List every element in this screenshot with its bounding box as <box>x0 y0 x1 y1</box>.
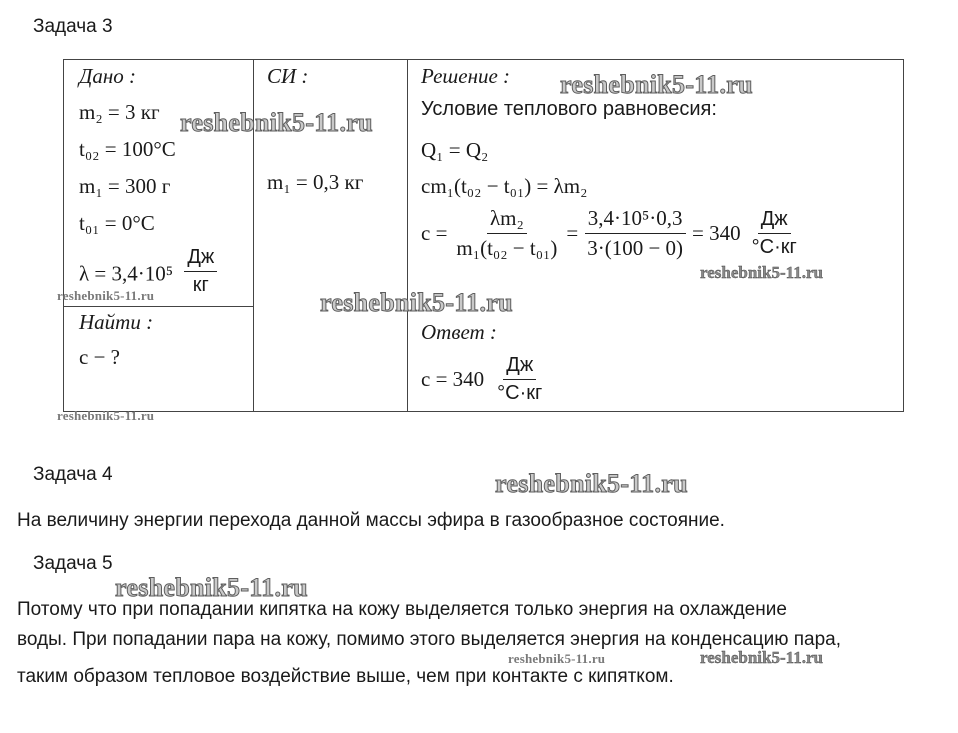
solution-title: Решение : <box>421 64 511 88</box>
unit-numerator: Дж <box>184 246 217 272</box>
fraction-numerator: λm₂ <box>487 206 527 234</box>
fraction-numerator: 3,4·10⁵·0,3 <box>585 206 686 234</box>
fraction-denominator: 3·(100 − 0) <box>587 236 684 260</box>
watermark: reshebnik5-11.ru <box>320 288 513 317</box>
task5-line2: воды. При попадании пара на кожу, помимо этого выделяется энергия на конденсацию пара, <box>17 629 842 650</box>
find-c: c − ? <box>79 345 120 369</box>
answer-line <box>421 354 545 405</box>
watermark: reshebnik5-11.ru <box>180 108 373 137</box>
watermark: reshebnik5-11.ru <box>115 573 308 602</box>
task4-heading: Задача 4 <box>33 464 113 485</box>
task5-heading: Задача 5 <box>33 553 113 574</box>
eq3-fraction-2 <box>584 206 686 261</box>
solution-eq1: Q₁ = Q₂ <box>421 138 489 162</box>
solution-eq2: cm₁(t₀₂ − t₀₁) = λm₂ <box>421 174 588 198</box>
answer-unit <box>494 354 545 405</box>
watermark: reshebnik5-11.ru <box>560 70 753 99</box>
unit-numerator: Дж <box>503 354 536 380</box>
given-lambda-value: λ = 3,4·10⁵ <box>79 261 174 286</box>
eq3-fraction-1 <box>453 206 560 261</box>
unit-denominator: °C·кг <box>497 382 543 404</box>
divider <box>407 60 408 411</box>
solution-eq3 <box>421 206 800 261</box>
given-m2: m₂ = 3 кг <box>79 100 160 124</box>
watermark: reshebnik5-11.ru <box>508 651 606 666</box>
unit-numerator: Дж <box>758 208 791 234</box>
si-title: СИ : <box>267 64 309 88</box>
given-t02: t₀₂ = 100°C <box>79 137 176 161</box>
given-m1: m₁ = 300 г <box>79 174 171 198</box>
eq3-result: = 340 <box>692 221 741 245</box>
divider <box>64 306 253 307</box>
find-title: Найти : <box>79 310 154 334</box>
task5-line3: таким образом тепловое воздействие выше, чем при контакте с кипятком. <box>17 666 674 687</box>
watermark: reshebnik5-11.ru <box>57 288 155 303</box>
eq3-unit <box>749 208 800 259</box>
given-t01: t₀₁ = 0°C <box>79 211 155 235</box>
given-lambda-unit <box>184 246 217 297</box>
watermark: reshebnik5-11.ru <box>700 648 823 667</box>
answer-value: c = 340 <box>421 367 485 391</box>
fraction-denominator: m₁(t₀₂ − t₀₁) <box>456 236 558 260</box>
watermark: reshebnik5-11.ru <box>57 408 155 423</box>
task3-heading: Задача 3 <box>33 16 113 37</box>
solution-condition: Условие теплового равновесия: <box>421 98 717 120</box>
unit-denominator: кг <box>192 274 209 296</box>
watermark: reshebnik5-11.ru <box>495 469 688 498</box>
eq3-equals: = <box>566 221 579 245</box>
answer-title: Ответ : <box>421 320 497 344</box>
si-m1: m₁ = 0,3 кг <box>267 170 364 194</box>
task5-line1: Потому что при попадании кипятка на кожу выделяется только энергия на охлаждение <box>17 599 787 620</box>
watermark: reshebnik5-11.ru <box>700 263 823 282</box>
eq3-left: c = <box>421 221 448 245</box>
unit-denominator: °C·кг <box>751 236 797 258</box>
task4-text: На величину энергии перехода данной массы эфира в газообразное состояние. <box>17 510 725 531</box>
given-title: Дано : <box>79 64 137 88</box>
